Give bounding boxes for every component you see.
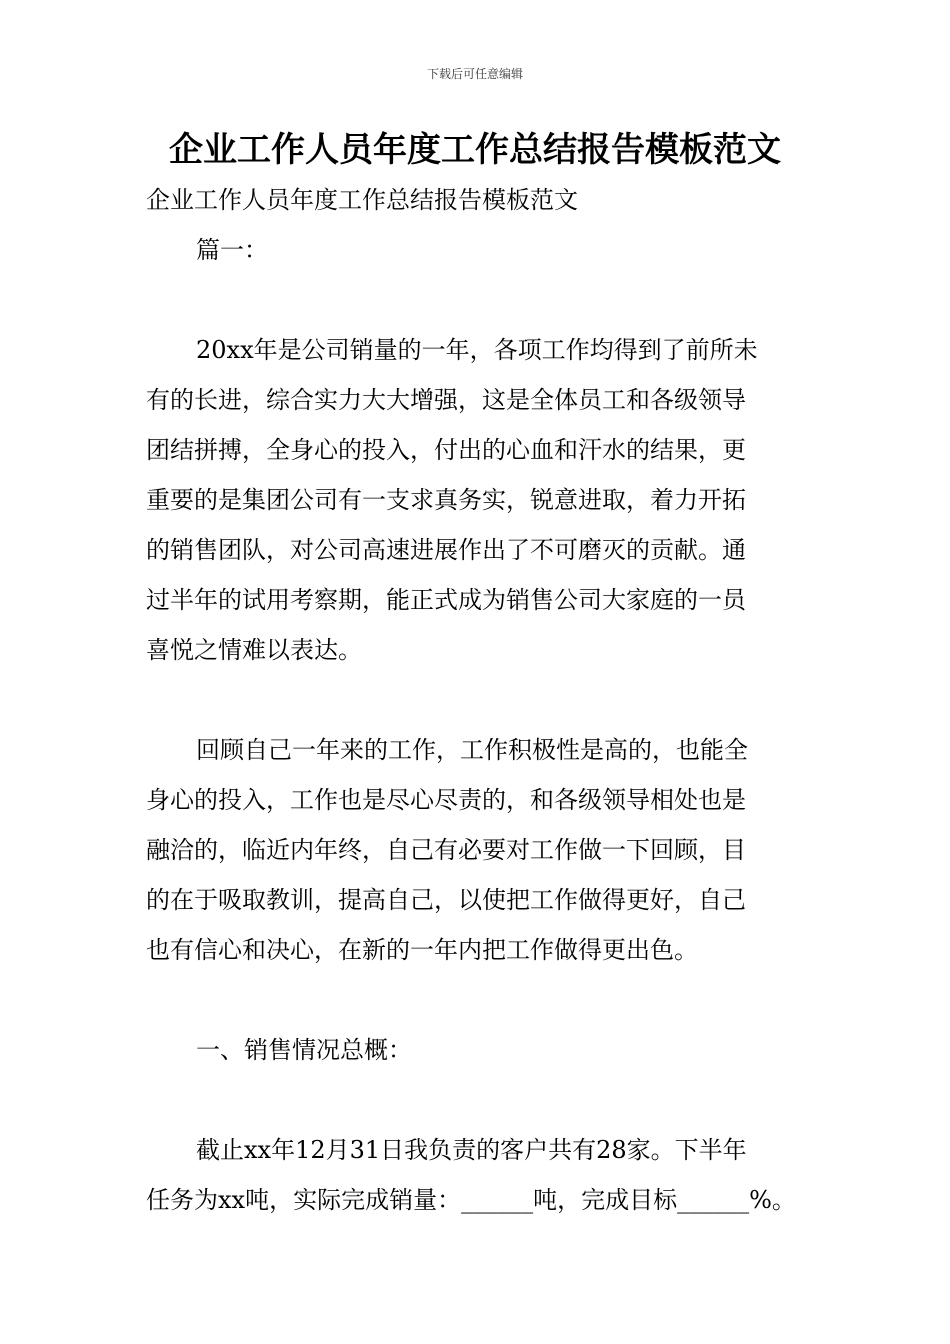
paragraph-line: 喜悦之情难以表达。 xyxy=(146,636,362,664)
header-note: 下载后可任意编辑 xyxy=(426,67,523,81)
section-label: 篇一： xyxy=(196,236,268,264)
document-subtitle: 企业工作人员年度工作总结报告模板范文 xyxy=(146,186,578,214)
document-title: 企业工作人员年度工作总结报告模板范文 xyxy=(169,130,781,170)
paragraph-line: 截止xx年12月31日我负责的客户共有28家。下半年 xyxy=(196,1136,747,1164)
paragraph-line: 重要的是集团公司有一支求真务实，锐意进取，着力开拓 xyxy=(146,486,746,514)
paragraph-line: 也有信心和决心，在新的一年内把工作做得更出色。 xyxy=(146,936,698,964)
paragraph-line: 任务为xx吨，实际完成销量：______吨，完成目标______%。 xyxy=(146,1186,796,1214)
paragraph-line: 有的长进，综合实力大大增强，这是全体员工和各级领导 xyxy=(146,386,746,414)
paragraph-line: 20xx年是公司销量的一年，各项工作均得到了前所未 xyxy=(196,336,758,364)
paragraph-line: 融洽的，临近内年终，自己有必要对工作做一下回顾，目 xyxy=(146,836,746,864)
paragraph-line: 过半年的试用考察期，能正式成为销售公司大家庭的一员 xyxy=(146,586,746,614)
paragraph-line: 回顾自己一年来的工作，工作积极性是高的，也能全 xyxy=(196,736,748,764)
paragraph-line: 团结拼搏，全身心的投入，付出的心血和汗水的结果，更 xyxy=(146,436,746,464)
paragraph-line: 的在于吸取教训，提高自己，以使把工作做得更好，自己 xyxy=(146,886,746,914)
paragraph-line: 的销售团队，对公司高速进展作出了不可磨灭的贡献。通 xyxy=(146,536,746,564)
paragraph-line: 身心的投入，工作也是尽心尽责的，和各级领导相处也是 xyxy=(146,786,746,814)
section-heading: 一、销售情况总概： xyxy=(196,1036,412,1064)
